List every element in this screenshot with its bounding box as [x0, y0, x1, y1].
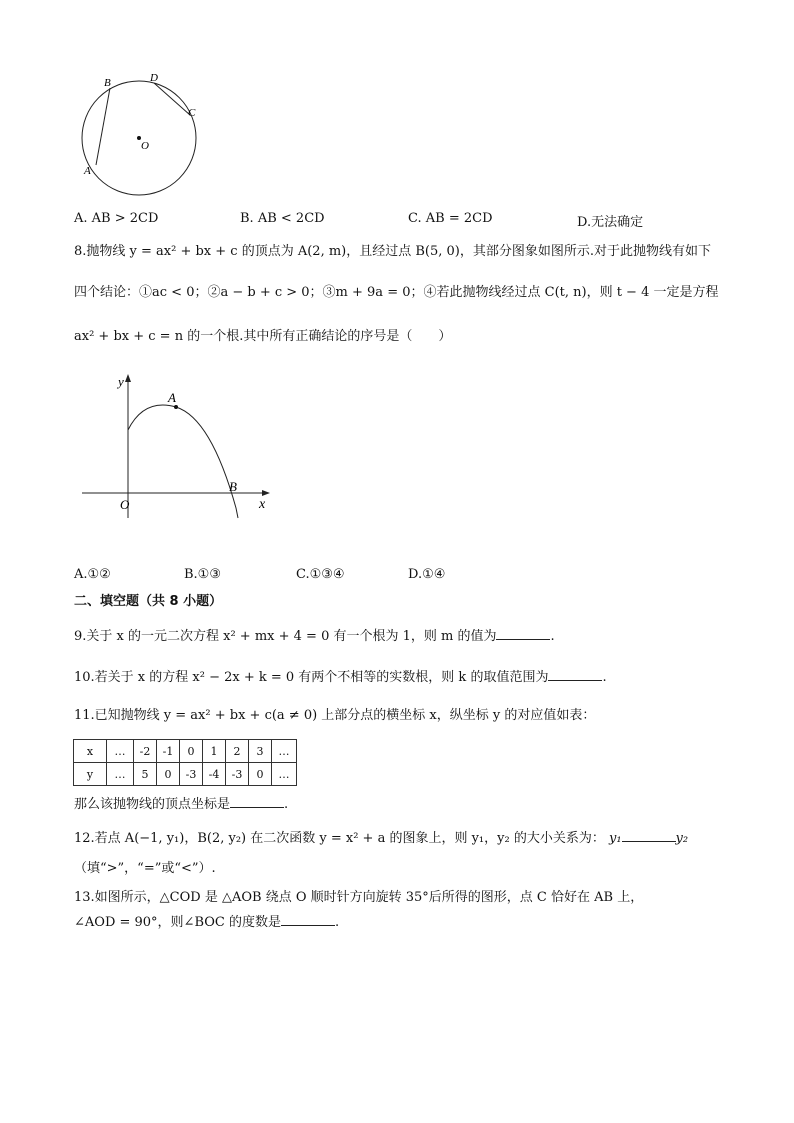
- table-cell: 5: [134, 763, 157, 786]
- point-label-b: B: [229, 479, 237, 494]
- table-cell: 0: [249, 763, 272, 786]
- q7-option-d: D.无法确定: [577, 215, 644, 230]
- y-axis-arrow: [125, 374, 131, 382]
- q10-line: [74, 668, 607, 687]
- table-row-y: [74, 763, 297, 786]
- q8-option-b: B.①③: [184, 567, 221, 582]
- q8-option-d: D.①④: [408, 567, 446, 582]
- table-row-x: [74, 740, 297, 763]
- q9-text: 9.关于 x 的一元二次方程 x² + mx + 4 = 0 有一个根为 1，则 m 的值为: [74, 629, 497, 644]
- point-label-a: A: [168, 390, 176, 405]
- label-c: C: [188, 107, 196, 119]
- origin-label: O: [120, 497, 130, 512]
- table-cell: 0: [157, 763, 180, 786]
- q12-answer-blank[interactable]: [622, 829, 676, 842]
- q12-text: 12.若点 A(−1, y₁)，B(2, y₂) 在二次函数 y = x² + a 的图象上，则 y₁，y₂ 的大小关系为：: [74, 831, 605, 846]
- parabola-curve: [128, 405, 238, 518]
- table-cell: 2: [226, 740, 249, 763]
- table-cell: x: [74, 740, 107, 763]
- table-cell: -4: [203, 763, 226, 786]
- q7-option-c: C. AB = 2CD: [408, 211, 493, 226]
- table-cell: …: [272, 740, 297, 763]
- q13-end: .: [335, 915, 340, 930]
- q9-line: [74, 627, 555, 646]
- q7-option-b: B. AB < 2CD: [240, 211, 325, 226]
- q11-end: .: [284, 797, 289, 812]
- q11-answer-blank[interactable]: [230, 795, 284, 808]
- table-cell: y: [74, 763, 107, 786]
- table-cell: …: [272, 763, 297, 786]
- q11-after-line: [74, 795, 288, 814]
- q10-end: .: [602, 670, 607, 685]
- table-cell: 1: [203, 740, 226, 763]
- q12-y2: y₂: [675, 831, 689, 846]
- table-cell: 3: [249, 740, 272, 763]
- q8-line-2: 四个结论：①ac < 0；②a − b + c > 0；③m + 9a = 0；④若此抛物线经过点 C(t, n)，则 t − 4 一定是方程: [74, 285, 719, 300]
- q8-line-3: ax² + bx + c = n 的一个根.其中所有正确结论的序号是（ ）: [74, 329, 452, 344]
- table-cell: -3: [180, 763, 203, 786]
- x-axis-arrow: [262, 490, 270, 496]
- table-cell: -1: [157, 740, 180, 763]
- q13-answer-blank[interactable]: [281, 913, 335, 926]
- q12-hint: （填“>”，“=”或“<”）.: [74, 861, 216, 876]
- q13-line-1: 13.如图所示，△COD 是 △AOB 绕点 O 顺时针方向旋转 35°后所得的图形，点 C 恰好在 AB 上，: [74, 890, 644, 905]
- table-cell: …: [107, 763, 134, 786]
- label-a: A: [84, 165, 91, 177]
- q11-line: 11.已知抛物线 y = ax² + bx + c(a ≠ 0) 上部分点的横坐标 x，纵坐标 y 的对应值如表：: [74, 708, 596, 723]
- axis-label-y: y: [118, 374, 124, 389]
- q7-option-a: A. AB > 2CD: [74, 211, 159, 226]
- q12-line: [74, 829, 688, 848]
- table-cell: …: [107, 740, 134, 763]
- q9-end: .: [550, 629, 555, 644]
- q11-value-table: [73, 739, 297, 786]
- q8-option-a: A.①②: [74, 567, 111, 582]
- q8-parabola-figure: [76, 368, 276, 528]
- section-heading: 二、填空题（共 8 小题）: [74, 594, 223, 609]
- q13-line-2: [74, 913, 339, 932]
- label-b: B: [104, 77, 111, 89]
- q9-answer-blank[interactable]: [496, 627, 550, 640]
- chord-ab: [96, 88, 110, 165]
- label-d: D: [150, 72, 158, 84]
- q7-circle-figure: [78, 70, 208, 200]
- q10-text: 10.若关于 x 的方程 x² − 2x + k = 0 有两个不相等的实数根，则 k 的取值范围为: [74, 670, 549, 685]
- label-o: O: [141, 140, 149, 152]
- vertex-point-a: [174, 405, 178, 409]
- table-cell: -2: [134, 740, 157, 763]
- q10-answer-blank[interactable]: [548, 668, 602, 681]
- q12-y1: y₁: [608, 831, 622, 846]
- q11-after-text: 那么该抛物线的顶点坐标是: [74, 797, 231, 812]
- table-cell: -3: [226, 763, 249, 786]
- table-cell: 0: [180, 740, 203, 763]
- q8-option-c: C.①③④: [296, 567, 345, 582]
- q13-text: ∠AOD = 90°，则∠BOC 的度数是: [74, 915, 281, 930]
- q8-line-1: 8.抛物线 y = ax² + bx + c 的顶点为 A(2, m)，且经过点 B(5, 0)，其部分图象如图所示.对于此抛物线有如下: [74, 244, 712, 259]
- chord-dc: [154, 83, 190, 115]
- axis-label-x: x: [259, 497, 266, 512]
